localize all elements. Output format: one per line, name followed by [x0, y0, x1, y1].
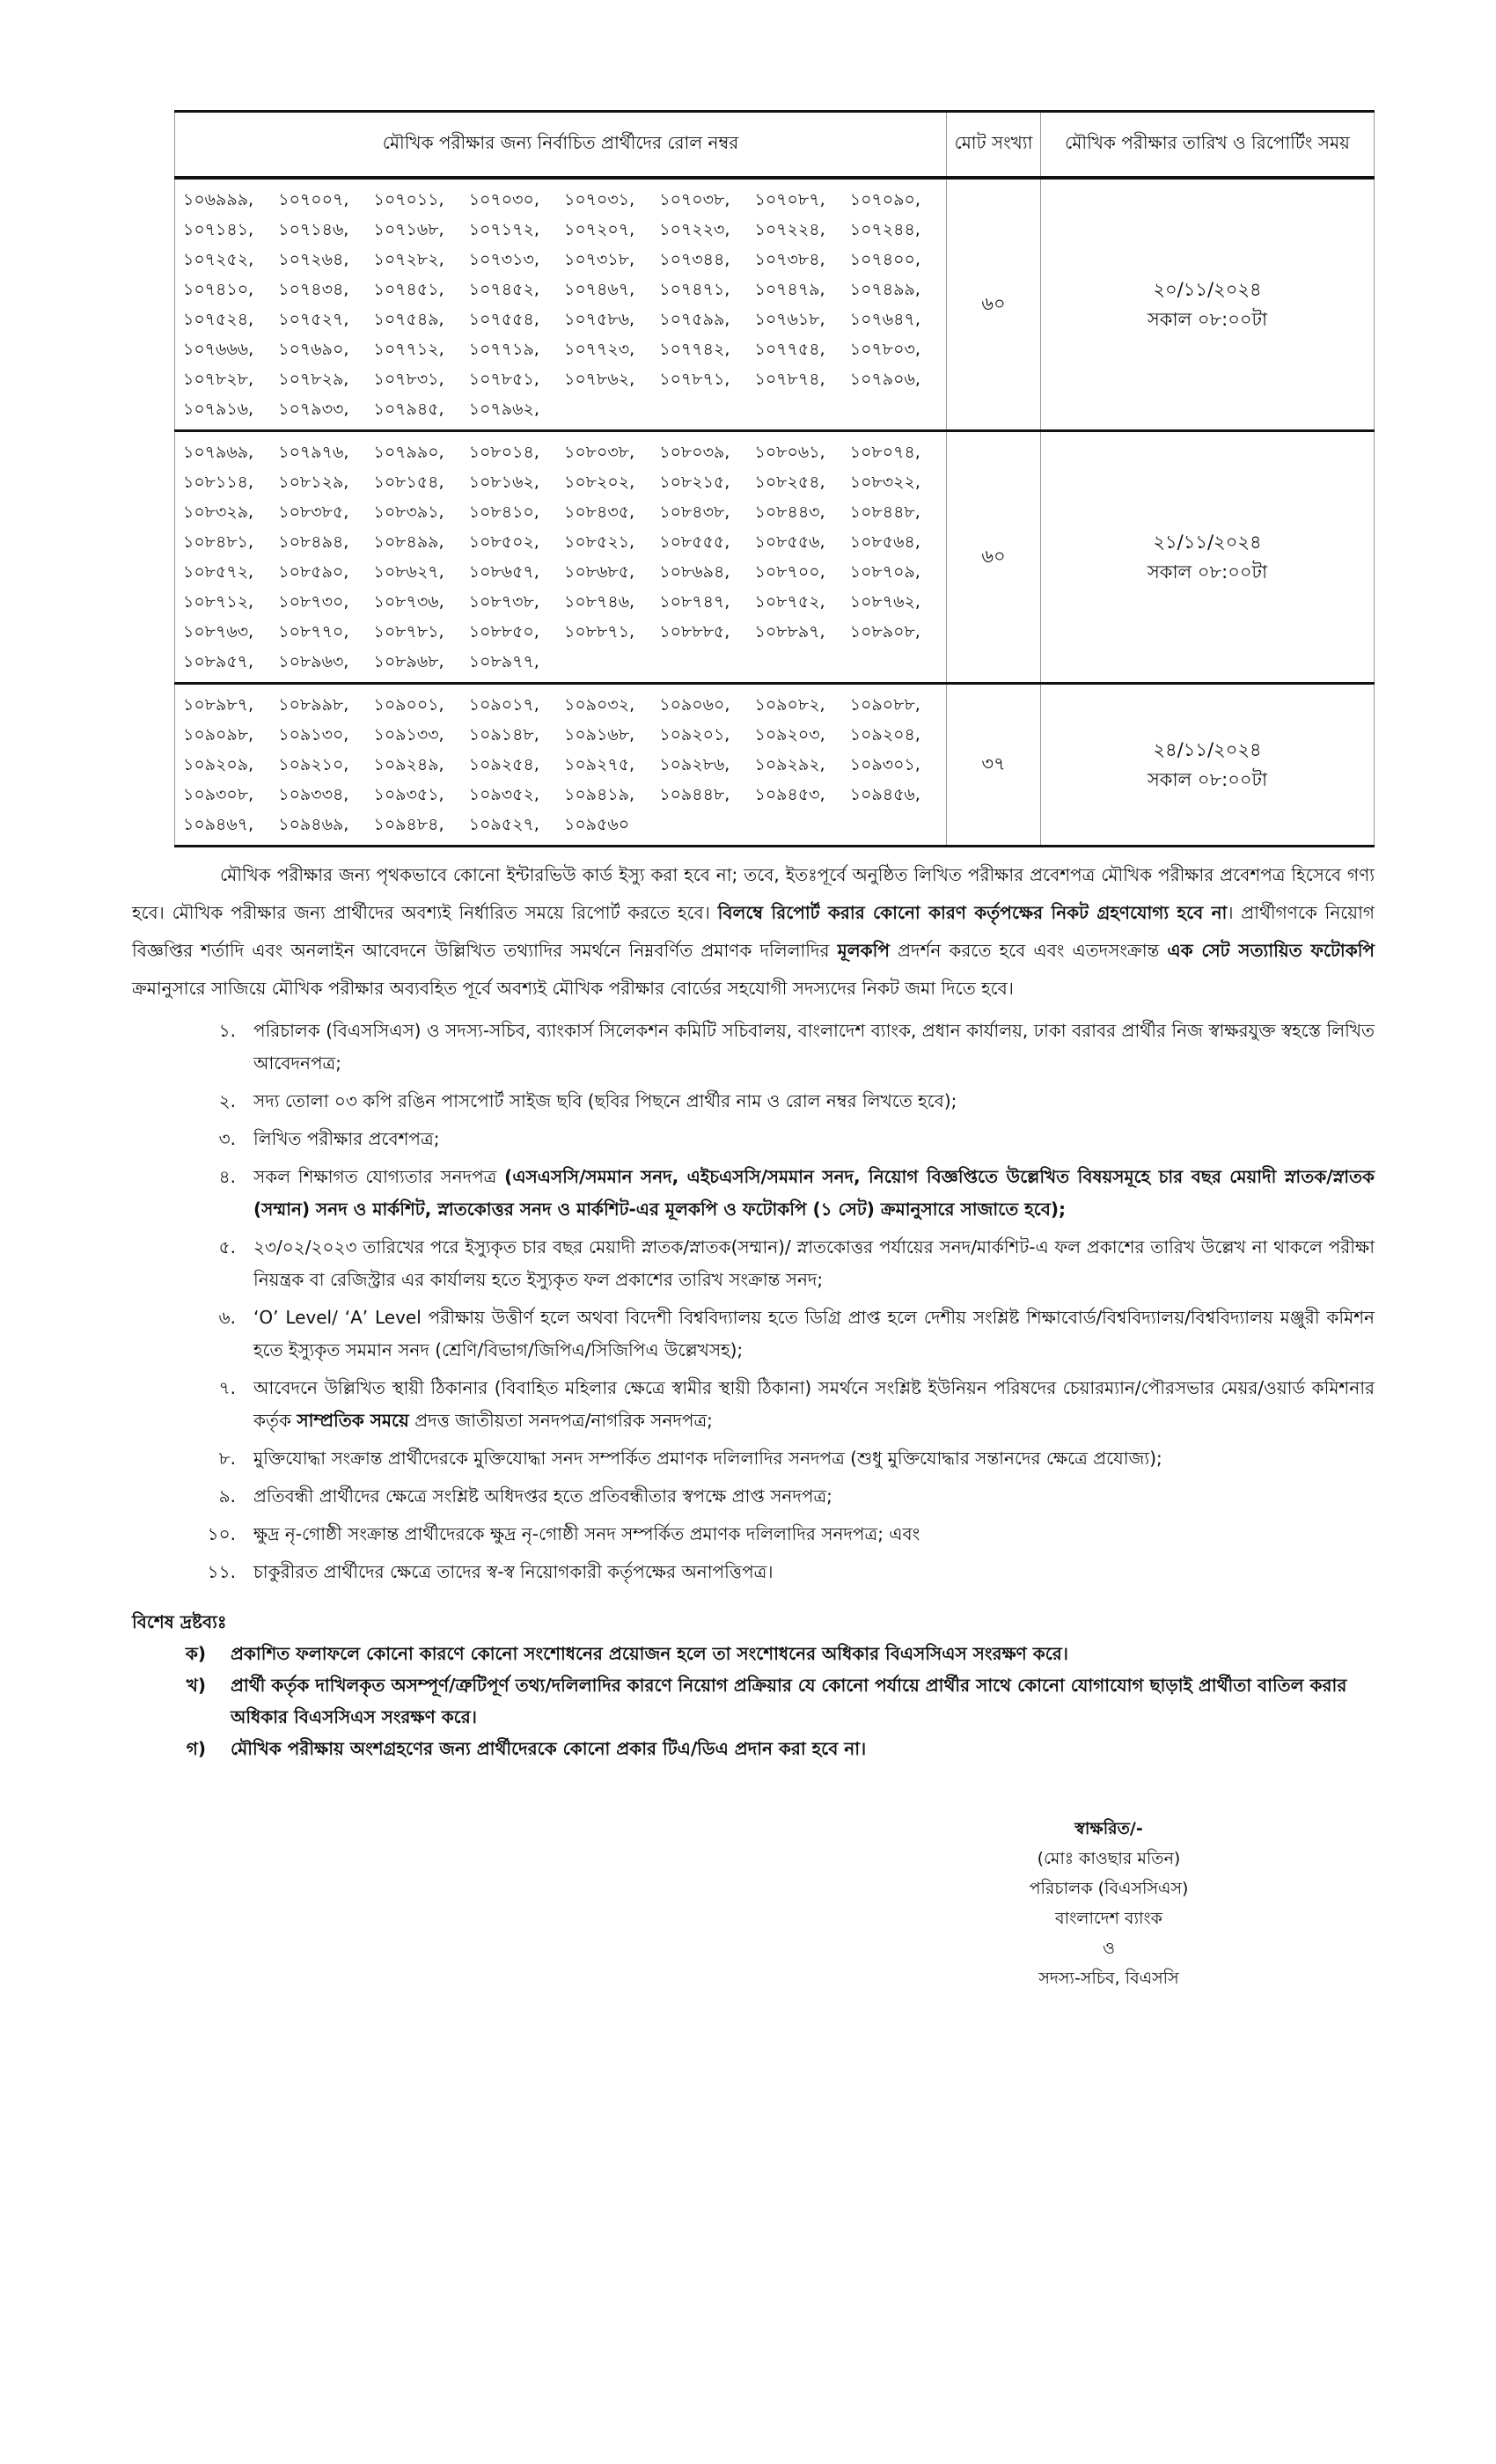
list-text-part: সাম্প্রতিক সময়ে [297, 1410, 409, 1431]
list-number: ৫. [218, 1236, 236, 1258]
list-number: ১. [218, 1020, 236, 1041]
special-note [132, 1669, 1375, 1733]
roll-number: ১০৯১৩৩, [373, 725, 444, 744]
list-text [253, 1161, 1375, 1226]
list-text [253, 1123, 1375, 1155]
list-item [132, 1480, 1375, 1513]
roll-number: ১০৮০৩৯, [659, 443, 730, 462]
roll-number: ১০৮২১৫, [659, 473, 730, 492]
roll-number: ১০৮৭৩৬, [373, 592, 444, 612]
list-text [253, 1085, 1375, 1118]
roll-number: ১০৯২০১, [659, 725, 730, 744]
roll-number: ১০৭২০৭, [564, 220, 635, 239]
roll-number: ১০৯০৯৮, [183, 725, 254, 744]
list-number: ২. [218, 1090, 236, 1111]
date-time-cell [1041, 684, 1375, 847]
roll-number: ১০৭৪৯৯, [849, 280, 920, 299]
roll-number: ১০৮১২৯, [278, 473, 349, 492]
roll-number: ১০৭৮২৮, [183, 370, 254, 389]
list-number: ৯. [218, 1485, 236, 1507]
roll-number: ১০৮৩৮৫, [278, 502, 349, 522]
roll-number: ১০৭৫২৪, [183, 310, 254, 329]
roll-number: ১০৭০১১, [373, 190, 444, 209]
roll-number: ১০৮৪৮১, [183, 532, 254, 552]
roll-number: ১০৮৪৩৮, [659, 502, 730, 522]
roll-number: ১০৮৪৯৯, [373, 532, 444, 552]
roll-number: ১০৯১৪৮, [468, 725, 539, 744]
roll-number: ১০৮৫৫৬, [754, 532, 825, 552]
roll-number: ১০৭২৮২, [373, 250, 444, 269]
roll-number: ১০৭২৪৪, [849, 220, 920, 239]
roll-number: ১০৮৭৫২, [754, 592, 825, 612]
roll-number: ১০৮৩২৯, [183, 502, 254, 522]
roll-number: ১০৮৮৮৫, [659, 622, 730, 642]
roll-number: ১০৭১৪১, [183, 220, 254, 239]
list-number: ৩. [218, 1128, 236, 1149]
list-number: ৭. [218, 1377, 236, 1398]
roll-number: ১০৭৬৪৭, [849, 310, 920, 329]
roll-number: ১০৮৯৬৮, [373, 652, 444, 671]
roll-number: ১০৯৪৬৯, [278, 815, 349, 834]
roll-number: ১০৮৭০৯, [849, 562, 920, 582]
roll-number: ১০৮৫৫৫, [659, 532, 730, 552]
roll-number: ১০৯৩০১, [849, 755, 920, 774]
roll-number: ১০৭৪১০, [183, 280, 254, 299]
roll-number: ১০৭২২৪, [754, 220, 825, 239]
roll-number: ১০৭১৭২, [468, 220, 539, 239]
list-item [132, 1161, 1375, 1226]
roll-number: ১০৭৯১৬, [183, 400, 254, 419]
list-text-part: পরিচালক (বিএসসিএস) ও সদস্য-সচিব, ব্যাংকার্স সিলেকশন কমিটি সচিবালয়, বাংলাদেশ ব্যাংক, প্রধান কার্যালয়, ঢাকা বরাবর প্রার্থীর নিজ স্বাক্ষরযুক্ত স্বহস্তে লিখিত আবেদনপত্র; [253, 1020, 1375, 1074]
roll-number: ১০৮৭৬২, [849, 592, 920, 612]
roll-number: ১০৮৭৩৮, [468, 592, 539, 612]
roll-number: ১০৭২৬৪, [278, 250, 349, 269]
roll-number: ১০৭৭১২, [373, 340, 444, 359]
roll-number: ১০৭৭৫৪, [754, 340, 825, 359]
roll-number: ১০৭৪০০, [849, 250, 920, 269]
roll-number: ১০৭৯০৬, [849, 370, 920, 389]
roll-number: ১০৭৪৭১, [659, 280, 730, 299]
roll-number: ১০৯২০৪, [849, 725, 920, 744]
roll-number: ১০৭৪৭৯, [754, 280, 825, 299]
roll-number: ১০৮৯৬৩, [278, 652, 349, 671]
roll-number: ১০৮৫২১, [564, 532, 635, 552]
roll-number: ১০৯১৬৮, [564, 725, 635, 744]
roll-number: ১০৮৬৯৪, [659, 562, 730, 582]
roll-number: ১০৭৪৬৭, [564, 280, 635, 299]
roll-number: ১০৭৬৯০, [278, 340, 349, 359]
roll-number: ১০৯৪১৯, [564, 785, 635, 804]
roll-number: ১০৮৮৭১, [564, 622, 635, 642]
table-body [175, 178, 1375, 847]
roll-number: ১০৯২০৩, [754, 725, 825, 744]
roll-number: ১০৭৯৬২, [468, 400, 539, 419]
header-roll-numbers: মৌখিক পরীক্ষার জন্য নির্বাচিত প্রার্থীদের রোল নম্বর [175, 112, 947, 179]
roll-number: ১০৭৩৪৪, [659, 250, 730, 269]
viva-date: ২৪/১১/২০২৪ [1153, 739, 1262, 760]
date-time-cell [1041, 178, 1375, 431]
signature-block [968, 1814, 1250, 1993]
special-notes-items [132, 1638, 1375, 1764]
roll-number: ১০৯০৮২, [754, 695, 825, 715]
viva-schedule-table [174, 110, 1375, 847]
list-text [253, 1015, 1375, 1080]
list-number: ১০. [207, 1523, 236, 1544]
roll-number: ১০৯৪৪৮, [659, 785, 730, 804]
table-row [175, 178, 1375, 431]
roll-number: ১০৮৫৬৪, [849, 532, 920, 552]
roll-number: ১০৭৫২৭, [278, 310, 349, 329]
roll-number: ১০৯০৬০, [659, 695, 730, 715]
roll-number: ১০৯৫৬০ [564, 815, 630, 834]
list-text-part: চাকুরীরত প্রার্থীদের ক্ষেত্রে তাদের স্ব-স্ব নিয়োগকারী কর্তৃপক্ষের অনাপত্তিপত্র। [253, 1561, 774, 1582]
roll-number: ১০৭৬১৮, [754, 310, 825, 329]
roll-number: ১০৭৫৫৪, [468, 310, 539, 329]
roll-number: ১০৯৪৮৪, [373, 815, 444, 834]
roll-number: ১০৮৩৯১, [373, 502, 444, 522]
list-item [132, 1518, 1375, 1551]
roll-number: ১০৮৫৯০, [278, 562, 349, 582]
list-number: ১১. [207, 1561, 236, 1582]
list-text [253, 1442, 1375, 1475]
date-time-cell [1041, 431, 1375, 684]
list-number: ৪. [218, 1166, 236, 1187]
list-text-part: প্রদত্ত জাতীয়তা সনদপত্র/নাগরিক সনদপত্র; [408, 1410, 713, 1431]
roll-number: ১০৭০৯০, [849, 190, 920, 209]
roll-number: ১০৭৩১৩, [468, 250, 539, 269]
roll-number: ১০৭৯৭৬, [278, 443, 349, 462]
roll-number: ১০৯৪৬৭, [183, 815, 254, 834]
roll-number: ১০৯৩৩৪, [278, 785, 349, 804]
roll-number: ১০৭৬৬৬, [183, 340, 254, 359]
roll-number: ১০৮৬৮৫, [564, 562, 635, 582]
roll-number: ১০৮৬২৭, [373, 562, 444, 582]
special-notes-title: বিশেষ দ্রষ্টব্যঃ [132, 1611, 227, 1632]
roll-number: ১০৮৫৭২, [183, 562, 254, 582]
note-text: প্রকাশিত ফলাফলে কোনো কারণে কোনো সংশোধনের প্রয়োজন হলে তা সংশোধনের অধিকার বিএসসিএস সংরক্ষণ করে। [231, 1643, 1068, 1664]
roll-number: ১০৯১৩০, [278, 725, 349, 744]
list-text-part: (এসএসসি/সমমান সনদ, এইচএসসি/সমমান সনদ, নিয়োগ বিজ্ঞপ্তিতে উল্লেখিত বিষয়সমূহে চার বছর মেয়াদী স্নাতক/স্নাতক (সম্মান) সনদ ও মার্কশিট, স্নাতকোত্তর সনদ ও মার্কশিট-এর মূলকপি ও ফটোকপি (১ সেট) ক্রমানুসারে সাজাতে হবে); [253, 1166, 1375, 1220]
roll-number: ১০৭৮৬২, [564, 370, 635, 389]
signatory-org: বাংলাদেশ ব্যাংক [1055, 1909, 1162, 1928]
special-note [132, 1733, 1375, 1764]
roll-number: ১০৮৭৭০, [278, 622, 349, 642]
paragraph-segment: মৌখিক পরীক্ষার জন্য পৃথকভাবে কোনো ইন্টারভিউ কার্ড ইস্যু করা হবে না; তবে, ইতঃপূর্বে অনুষ্ঠিত লিখিত পরীক্ষার প্রবেশপত্র মৌখিক পরীক্ষার প্রবেশপত্র হিসেবে গণ্য হবে। মৌখিক পরীক্ষার জন্য প্রার্থীদের অবশ্যই নির্ধারিত সময়ে রিপোর্ট করতে হবে। [132, 864, 1375, 923]
total-count: ৬০ [947, 431, 1041, 684]
roll-number: ১০৯০৮৮, [849, 695, 920, 715]
roll-number: ১০৮৭৬৩, [183, 622, 254, 642]
roll-number: ১০৯৩৫২, [468, 785, 539, 804]
note-text: মৌখিক পরীক্ষায় অংশগ্রহণের জন্য প্রার্থীদেরকে কোনো প্রকার টিএ/ডিএ প্রদান করা হবে না। [231, 1738, 867, 1759]
roll-number: ১০৭২২৩, [659, 220, 730, 239]
list-text-part: সদ্য তোলা ০৩ কপি রঙিন পাসপোর্ট সাইজ ছবি (ছবির পিছনে প্রার্থীর নাম ও রোল নম্বর লিখতে হবে); [253, 1090, 957, 1111]
roll-number: ১০৭০০৭, [278, 190, 349, 209]
required-documents-list [132, 1015, 1375, 1588]
roll-number: ১০৭৭১৯, [468, 340, 539, 359]
roll-number: ১০৯৩৫১, [373, 785, 444, 804]
reporting-time: সকাল ০৮:০০টা [1147, 309, 1268, 330]
roll-number: ১০৯২৫৪, [468, 755, 539, 774]
roll-number: ১০৭১৪৬, [278, 220, 349, 239]
list-item [132, 1085, 1375, 1118]
header-total: মোট সংখ্যা [947, 112, 1041, 179]
roll-number: ১০৯২৮৬, [659, 755, 730, 774]
roll-number: ১০৮৯৭৭, [468, 652, 539, 671]
table-row [175, 431, 1375, 684]
roll-number: ১০৭৩১৮, [564, 250, 635, 269]
roll-number: ১০৮০১৪, [468, 443, 539, 462]
roll-number: ১০৯৫২৭, [468, 815, 539, 834]
roll-number: ১০৬৯৯৯, [183, 190, 254, 209]
note-number: গ) [186, 1738, 206, 1759]
roll-number: ১০৭০৩৮, [659, 190, 730, 209]
roll-number: ১০৮৭৮১, [373, 622, 444, 642]
roll-number: ১০৭৯৪৫, [373, 400, 444, 419]
roll-numbers-list [176, 180, 945, 429]
list-item [132, 1442, 1375, 1475]
roll-number: ১০৮১১৪, [183, 473, 254, 492]
roll-number: ১০৮৯৮৭, [183, 695, 254, 715]
roll-number: ১০৭০৮৭, [754, 190, 825, 209]
roll-number: ১০৮৮৯৭, [754, 622, 825, 642]
paragraph-segment: বিলম্বে রিপোর্ট করার কোনো কারণ কর্তৃপক্ষের নিকট গ্রহণযোগ্য হবে না [717, 902, 1228, 923]
list-item [132, 1123, 1375, 1155]
roll-number: ১০৭৯৬৯, [183, 443, 254, 462]
list-number: ৬. [218, 1307, 236, 1328]
roll-number: ১০৯২০৯, [183, 755, 254, 774]
roll-number: ১০৭২৫২, [183, 250, 254, 269]
roll-number: ১০৮৮৫০, [468, 622, 539, 642]
paragraph-segment: মূলকপি [837, 940, 890, 961]
roll-number: ১০৭১৬৮, [373, 220, 444, 239]
roll-number: ১০৮৭১২, [183, 592, 254, 612]
list-item [132, 1015, 1375, 1080]
roll-number: ১০৮১৫৪, [373, 473, 444, 492]
instructions-paragraph [132, 856, 1375, 1008]
roll-numbers-cell [175, 178, 947, 431]
roll-number: ১০৯০০১, [373, 695, 444, 715]
reporting-time: সকাল ০৮:০০টা [1147, 561, 1268, 583]
roll-number: ১০৮৩২২, [849, 473, 920, 492]
roll-number: ১০৭৯৩৩, [278, 400, 349, 419]
roll-number: ১০৭৪৫১, [373, 280, 444, 299]
signed-label: স্বাক্ষরিত/- [1074, 1819, 1143, 1838]
roll-number: ১০৮৪৩৫, [564, 502, 635, 522]
roll-number: ১০৯২৭৫, [564, 755, 635, 774]
list-text [253, 1518, 1375, 1551]
header-date-time: মৌখিক পরীক্ষার তারিখ ও রিপোর্টিং সময় [1041, 112, 1375, 179]
paragraph-text [132, 864, 1375, 999]
roll-number: ১০৮৭৩০, [278, 592, 349, 612]
roll-number: ১০৮৪১০, [468, 502, 539, 522]
signatory-and: ও [1103, 1939, 1115, 1958]
list-item [132, 1372, 1375, 1437]
roll-number: ১০৭৫৯৯, [659, 310, 730, 329]
roll-number: ১০৮১৬২, [468, 473, 539, 492]
roll-number: ১০৯২৪৯, [373, 755, 444, 774]
signatory-designation: পরিচালক (বিএসসিএস) [1029, 1879, 1189, 1898]
signatory-name: (মোঃ কাওছার মতিন) [1037, 1849, 1181, 1868]
roll-number: ১০৭৮০৩, [849, 340, 920, 359]
note-number: খ) [186, 1675, 206, 1696]
roll-number: ১০৮৭৪৭, [659, 592, 730, 612]
roll-number: ১০৭৮২৯, [278, 370, 349, 389]
roll-number: ১০৮৭০০, [754, 562, 825, 582]
roll-number: ১০৭৮৭১, [659, 370, 730, 389]
roll-number: ১০৭৭২৩, [564, 340, 635, 359]
roll-number: ১০৭৪৫২, [468, 280, 539, 299]
total-count: ৩৭ [947, 684, 1041, 847]
roll-number: ১০৭০৩১, [564, 190, 635, 209]
roll-number: ১০৯৪৫৩, [754, 785, 825, 804]
list-text [253, 1231, 1375, 1296]
table-row [175, 684, 1375, 847]
roll-number: ১০৮৯৫৭, [183, 652, 254, 671]
note-number: ক) [185, 1643, 206, 1664]
list-text-part: মুক্তিযোদ্ধা সংক্রান্ত প্রার্থীদেরকে মুক্তিযোদ্ধা সনদ সম্পর্কিত প্রমাণক দলিলাদির সনদপত্র (শুধু মুক্তিযোদ্ধার সন্তানদের ক্ষেত্রে প্রযোজ্য); [253, 1448, 1162, 1469]
roll-number: ১০৯৩০৮, [183, 785, 254, 804]
list-text-part: ‘O’ Level/ ‘A’ Level পরীক্ষায় উত্তীর্ণ হলে অথবা বিদেশী বিশ্ববিদ্যালয় হতে ডিগ্রি প্রাপ্ত হলে দেশীয় সংশ্লিষ্ট শিক্ষাবোর্ড/বিশ্ববিদ্যালয়/বিশ্ববিদ্যালয় মঞ্জুরী কমিশন হতে ইস্যুকৃত সমমান সনদ (শ্রেণি/বিভাগ/জিপিএ/সিজিপিএ উল্লেখসহ); [253, 1307, 1375, 1360]
roll-number: ১০৮৬৫৭, [468, 562, 539, 582]
viva-date: ২১/১১/২০২৪ [1153, 532, 1262, 553]
roll-number: ১০৮৪৪৩, [754, 502, 825, 522]
table-header-row [175, 112, 1375, 179]
roll-number: ১০৮০৭৪, [849, 443, 920, 462]
roll-numbers-list [176, 433, 945, 681]
roll-number: ১০৮০৩৮, [564, 443, 635, 462]
paragraph-segment: । প্রার্থীগণকে নিয়োগ বিজ্ঞপ্তির শর্তাদি এবং অনলাইন আবেদনে উল্লিখিত তথ্যাদির সমর্থনে নিম্নবর্ণিত প্রমাণক দলিলাদির [132, 902, 1375, 961]
list-text [253, 1556, 1375, 1588]
roll-number: ১০৭৪৩৪, [278, 280, 349, 299]
roll-numbers-cell [175, 431, 947, 684]
list-text-part: ক্ষুদ্র নৃ-গোষ্ঠী সংক্রান্ত প্রার্থীদেরকে ক্ষুদ্র নৃ-গোষ্ঠী সনদ সম্পর্কিত প্রমাণক দলিলাদির সনদপত্র; এবং [253, 1523, 920, 1544]
signatory-role: সদস্য-সচিব, বিএসসি [1038, 1969, 1179, 1988]
paragraph-segment: এক সেট সত্যায়িত ফটোকপি [1167, 940, 1375, 961]
list-text [253, 1372, 1375, 1437]
roll-numbers-list [176, 686, 945, 844]
list-text-part: ২৩/০২/২০২৩ তারিখের পরে ইস্যুকৃত চার বছর মেয়াদী স্নাতক/স্নাতক(সম্মান)/ স্নাতকোত্তর পর্যায়ের সনদ/মার্কশিট-এ ফল প্রকাশের তারিখ উল্লেখ না থাকলে পরীক্ষা নিয়ন্ত্রক বা রেজিস্ট্রার এর কার্যালয় হতে ইস্যুকৃত ফল প্রকাশের তারিখ সংক্রান্ত সনদ; [253, 1236, 1375, 1290]
list-text [253, 1302, 1375, 1367]
paragraph-segment: প্রদর্শন করতে হবে এবং এতদসংক্রান্ত [889, 940, 1168, 961]
roll-number: ১০৯০৩২, [564, 695, 635, 715]
special-notes [132, 1606, 1375, 1764]
total-count: ৬০ [947, 178, 1041, 431]
roll-number: ১০৭৫৮৬, [564, 310, 635, 329]
roll-number: ১০৭৮৫১, [468, 370, 539, 389]
roll-number: ১০৮৫০২, [468, 532, 539, 552]
list-text-part: আবেদনে উল্লিখিত স্থায়ী ঠিকানার (বিবাহিত মহিলার ক্ষেত্রে স্বামীর স্থায়ী ঠিকানা) সমর্থনে সংশ্লিষ্ট ইউনিয়ন পরিষদের চেয়ারম্যান/পৌরসভার মেয়র/ওয়ার্ড কমিশনার কর্তৃক [253, 1377, 1375, 1431]
roll-number: ১০৭০৩০, [468, 190, 539, 209]
list-item [132, 1302, 1375, 1367]
roll-number: ১০৮২৫৪, [754, 473, 825, 492]
roll-number: ১০৯৪৫৬, [849, 785, 920, 804]
roll-number: ১০৭৫৪৯, [373, 310, 444, 329]
roll-number: ১০৭৮৭৪, [754, 370, 825, 389]
special-note [132, 1638, 1375, 1669]
list-text-part: লিখিত পরীক্ষার প্রবেশপত্র; [253, 1128, 440, 1149]
roll-number: ১০৮০৬১, [754, 443, 825, 462]
list-text [253, 1480, 1375, 1513]
roll-number: ১০৮৪৪৮, [849, 502, 920, 522]
reporting-time: সকাল ০৮:০০টা [1147, 769, 1268, 790]
paragraph-segment: ক্রমানুসারে সাজিয়ে মৌখিক পরীক্ষার অব্যবহিত পূর্বে অবশ্যই মৌখিক পরীক্ষার বোর্ডের সহযোগী সদস্যদের নিকট জমা দিতে হবে। [132, 978, 1014, 999]
roll-number: ১০৭৩৮৪, [754, 250, 825, 269]
viva-date: ২০/১১/২০২৪ [1153, 279, 1262, 300]
list-text-part: সকল শিক্ষাগত যোগ্যতার সনদপত্র [253, 1166, 505, 1187]
note-text: প্রার্থী কর্তৃক দাখিলকৃত অসম্পূর্ণ/ত্রুটিপূর্ণ তথ্য/দলিলাদির কারণে নিয়োগ প্রক্রিয়ার যে কোনো পর্যায়ে প্রার্থীর সাথে কোনো যোগাযোগ ছাড়াই প্রার্থীতা বাতিল করার অধিকার বিএসসিএস সংরক্ষণ করে। [231, 1675, 1347, 1727]
list-item [132, 1231, 1375, 1296]
roll-number: ১০৮৯৯৮, [278, 695, 349, 715]
roll-number: ১০৮২০২, [564, 473, 635, 492]
list-item [132, 1556, 1375, 1588]
roll-number: ১০৭৭৪২, [659, 340, 730, 359]
roll-number: ১০৯২১০, [278, 755, 349, 774]
roll-number: ১০৮৯০৮, [849, 622, 920, 642]
list-number: ৮. [218, 1448, 236, 1469]
roll-number: ১০৯০১৭, [468, 695, 539, 715]
list-text-part: প্রতিবন্ধী প্রার্থীদের ক্ষেত্রে সংশ্লিষ্ট অধিদপ্তর হতে প্রতিবন্ধীতার স্বপক্ষে প্রাপ্ত সনদপত্র; [253, 1485, 832, 1507]
roll-number: ১০৭৯৯০, [373, 443, 444, 462]
roll-numbers-cell [175, 684, 947, 847]
roll-number: ১০৮৭৪৬, [564, 592, 635, 612]
roll-number: ১০৮৪৯৪, [278, 532, 349, 552]
roll-number: ১০৭৮৩১, [373, 370, 444, 389]
roll-number: ১০৯২৯২, [754, 755, 825, 774]
